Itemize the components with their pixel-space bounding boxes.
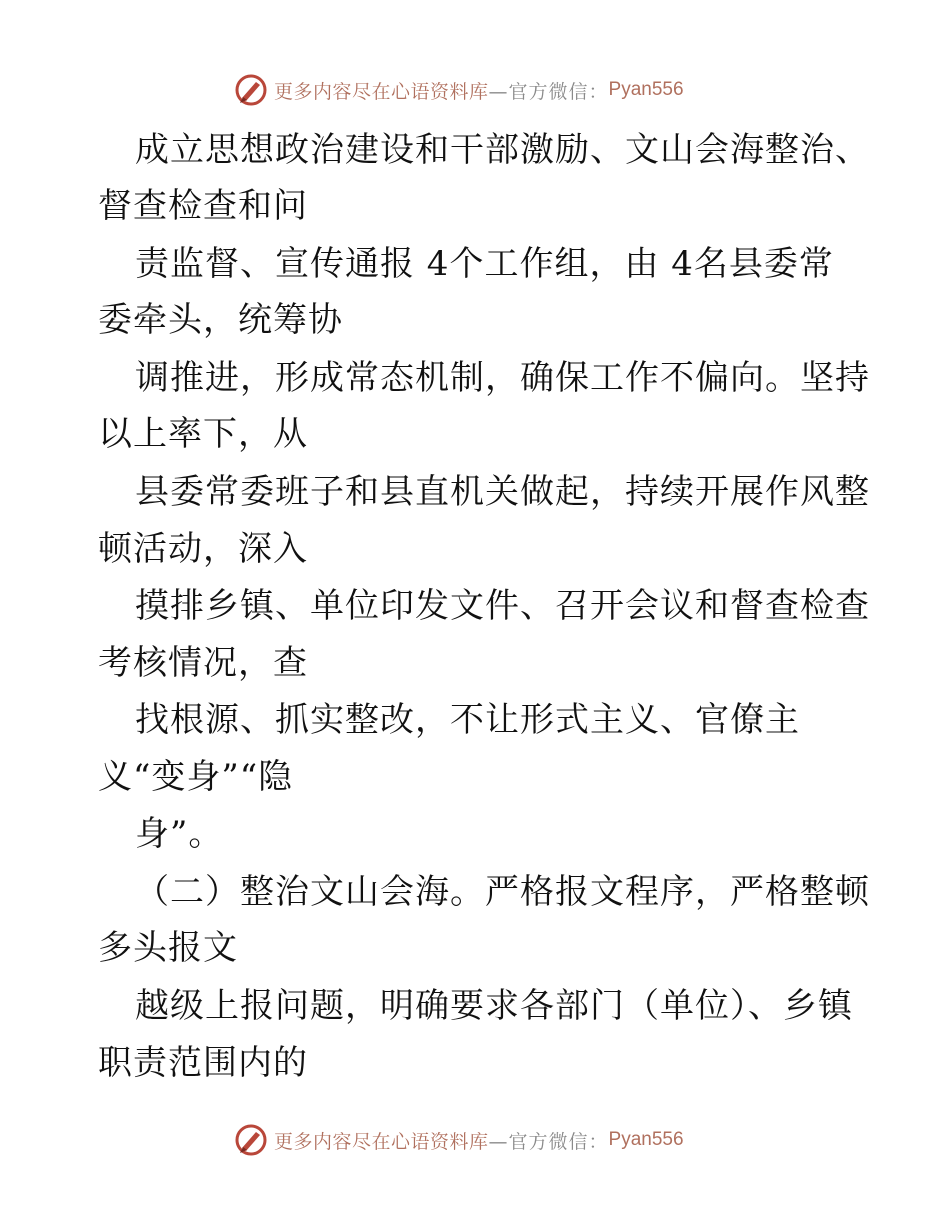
watermark-wechat-label: —官方微信： xyxy=(488,1130,609,1153)
body-line: 委牵头，统筹协 xyxy=(98,300,343,340)
body-line: 调推进，形成常态机制，确保工作不偏向。坚持 xyxy=(135,358,870,398)
body-line: 以上率下，从 xyxy=(98,414,308,454)
pen-circle-logo-icon xyxy=(234,1123,268,1157)
body-line: 越级上报问题，明确要求各部门（单位）、乡镇 xyxy=(135,986,853,1026)
body-line: 身”。 xyxy=(135,814,224,854)
body-line: 成立思想政治建设和干部激励、文山会海整治、 xyxy=(135,130,870,170)
watermark-text: 更多内容尽在心语资料库 xyxy=(274,1130,489,1153)
header-watermark xyxy=(234,72,684,108)
body-line: 多头报文 xyxy=(98,928,238,968)
body-line: 督查检查和问 xyxy=(98,186,308,226)
body-line: 找根源、抓实整改，不让形式主义、官僚主 xyxy=(135,700,800,740)
body-line: 顿活动，深入 xyxy=(98,529,308,569)
section-heading-line: （二）整治文山会海。严格报文程序，严格整顿 xyxy=(135,872,870,912)
pen-circle-logo-icon xyxy=(234,73,268,107)
body-line: 考核情况，查 xyxy=(98,643,308,683)
footer-watermark xyxy=(234,1122,684,1158)
watermark-wechat-id: Pyan556 xyxy=(608,1129,684,1150)
body-line: 摸排乡镇、单位印发文件、召开会议和督查检查 xyxy=(135,586,870,626)
watermark-wechat-label: —官方微信： xyxy=(488,80,609,103)
body-line: 职责范围内的 xyxy=(98,1043,308,1083)
body-line: 责监督、宣传通报 4个工作组，由 4名县委常 xyxy=(135,244,834,284)
body-line: 县委常委班子和县直机关做起，持续开展作风整 xyxy=(135,472,870,512)
watermark-text: 更多内容尽在心语资料库 xyxy=(274,80,489,103)
body-line: 义“变身”“隐 xyxy=(98,757,294,797)
watermark-wechat-id: Pyan556 xyxy=(608,79,684,100)
